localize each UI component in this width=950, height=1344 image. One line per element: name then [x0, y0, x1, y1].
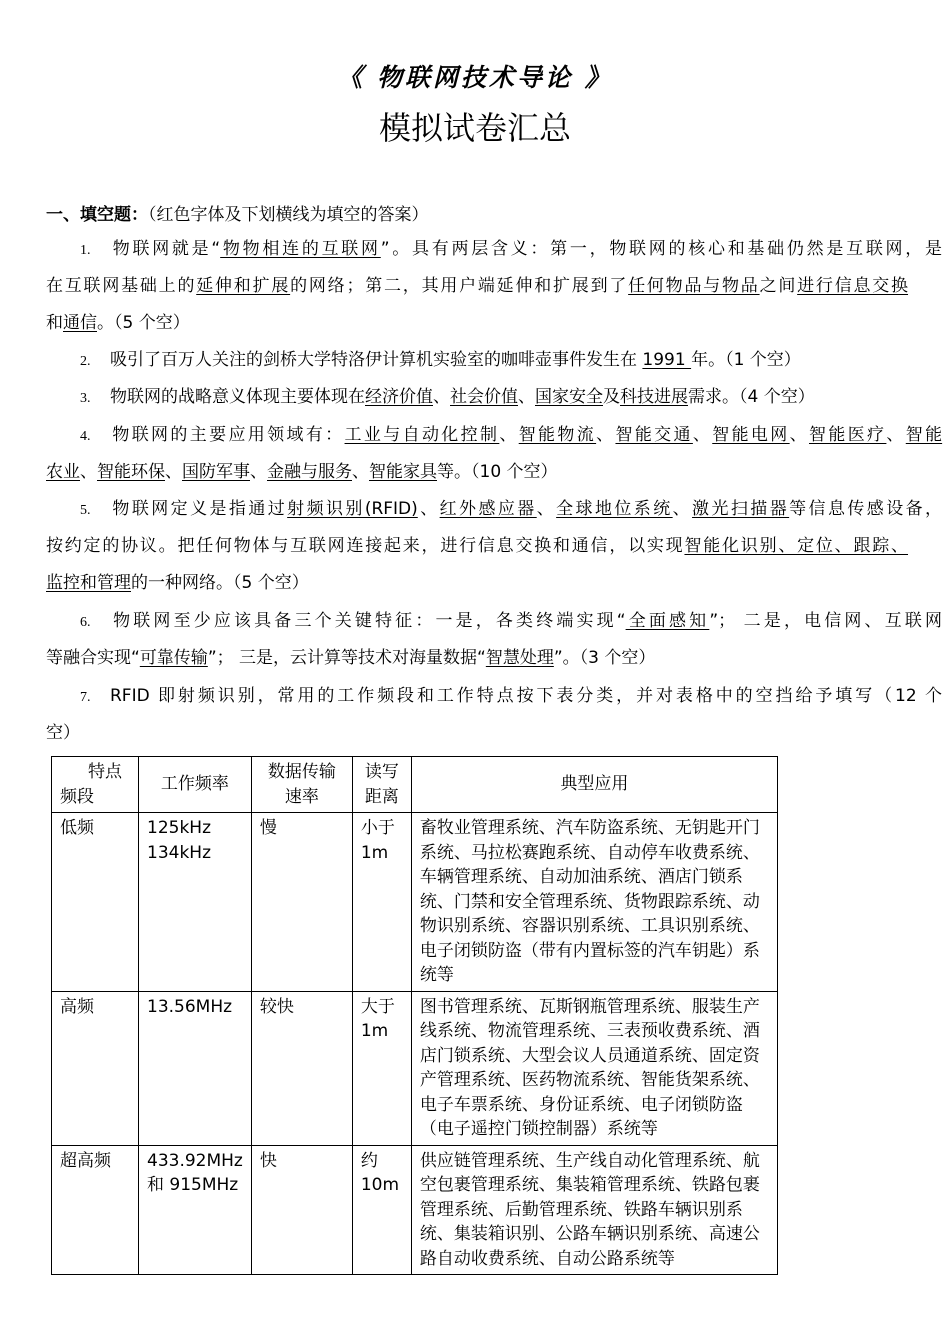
q1-line2: 在互联网基础上的延伸和扩展的网络；第二，其用户端延伸和扩展到了任何物品与物品之间进行信息交换 [46, 276, 909, 296]
answer-blank: 智能家具 [369, 462, 437, 482]
answer-blank: 经济价值 [365, 387, 433, 407]
answer-blank: 物物相连的互联网 [220, 239, 381, 259]
answer-blank: 国防军事 [182, 462, 250, 482]
answer-blank: 社会价值 [450, 387, 518, 407]
answer-blank: 全球地位系统 [556, 499, 673, 519]
answer-blank: 智能 [905, 425, 943, 445]
cell-distance: 约 10m [352, 1145, 411, 1275]
answer-blank: 任何物品与物品 [628, 276, 760, 296]
q1-line1: 1. 物联网就是“物物相连的互联网”。具有两层含义：第一，物联网的核心和基础仍然是互联网，是 [46, 237, 942, 263]
answer-blank: 智能医疗 [809, 425, 887, 445]
answer-blank: 智慧处理 [485, 648, 554, 668]
q3-line1: 3. 物联网的战略意义体现主要体现在经济价值、社会价值、国家安全及科技进展需求。（4 个空） [46, 385, 942, 411]
header-frequency: 工作频率 [139, 757, 252, 813]
table-row [52, 813, 778, 992]
q2-line1: 2. 吸引了百万人关注的剑桥大学特洛伊计算机实验室的咖啡壶事件发生在 1991 年。（1 个空） [46, 348, 942, 374]
q4-line1: 4. 物联网的主要应用领域有：工业与自动化控制、智能物流、智能交通、智能电网、智能医疗、智能 [46, 423, 942, 449]
answer-blank: 红外感应器 [439, 499, 537, 519]
book-title: 《 物联网技术导论 》 [337, 63, 613, 92]
cell-application: 图书管理系统、瓦斯钢瓶管理系统、服装生产线系统、物流管理系统、三表预收费系统、酒店门锁系统、大型会议人员通道系统、固定资产管理系统、医药物流系统、智能货架系统、电子车票系统、身份证系统、电子闭锁防盗（电子遥控门锁控制器）系统等 [411, 991, 777, 1145]
answer-blank: 智能电网 [712, 425, 790, 445]
cell-frequency: 125kHz 134kHz [139, 813, 252, 992]
q5-line2: 按约定的协议。把任何物体与互联网连接起来，进行信息交换和通信，以实现智能化识别、定位、跟踪、 [46, 536, 909, 556]
answer-blank: 可靠传输 [139, 648, 208, 668]
answer-blank: 科技进展 [620, 387, 688, 407]
table-header-row [52, 757, 778, 813]
answer-blank: 通信 [63, 313, 97, 333]
answer-blank: 智能物流 [518, 425, 597, 445]
cell-distance: 小于 1m [352, 813, 411, 992]
q4-line2: 农业、智能环保、国防军事、金融与服务、智能家具等。（10 个空） [46, 462, 558, 482]
section-note: （红色字体及下划横线为填空的答案） [148, 205, 429, 225]
answer-blank: 延伸和扩展 [196, 276, 291, 296]
q1-number: 1. [80, 243, 91, 258]
q5-line3: 监控和管理的一种网络。（5 个空） [46, 573, 309, 593]
q3-number: 3. [80, 391, 91, 406]
page-title: 模拟试卷汇总 [378, 109, 571, 147]
answer-blank: 激光扫描器 [692, 499, 790, 519]
answer-blank: 智能化识别、定位、跟踪、 [684, 536, 909, 556]
q7-line1: 7. RFID 即射频识别，常用的工作频段和工作特点按下表分类，并对表格中的空挡给予填写（12 个 [46, 684, 942, 710]
answer-blank: 1991 [642, 350, 692, 370]
section-label: 一、填空题： [46, 205, 148, 225]
q7-number: 7. [80, 690, 91, 705]
cell-application: 供应链管理系统、生产线自动化管理系统、航空包裹管理系统、集装箱管理系统、铁路包裹管理系统、后勤管理系统、铁路车辆识别系统、集装箱识别、公路车辆识别系统、高速公路自动收费系统、自动公路系统等 [411, 1145, 777, 1275]
cell-application: 畜牧业管理系统、汽车防盗系统、无钥匙开门系统、马拉松赛跑系统、自动停车收费系统、车辆管理系统、自动加油系统、酒店门锁系统、门禁和安全管理系统、货物跟踪系统、动物识别系统、容器识别系统、工具识别系统、电子闭锁防盗（带有内置标签的汽车钥匙）系统等 [411, 813, 777, 992]
cell-band: 超高频 [52, 1145, 139, 1275]
table-row [52, 1145, 778, 1275]
q6-line1: 6. 物联网至少应该具备三个关键特征：一是，各类终端实现“全面感知”； 二是，电信网、互联网 [46, 609, 942, 635]
q1-line3: 和通信。（5 个空） [46, 313, 190, 333]
cell-distance: 大于 1m [352, 991, 411, 1145]
q5-line1: 5. 物联网定义是指通过射频识别(RFID)、红外感应器、全球地位系统、激光扫描器等信息传感设备， [46, 497, 942, 523]
q2-number: 2. [80, 354, 91, 369]
answer-blank: 监控和管理 [46, 573, 131, 593]
answer-blank: 国家安全 [535, 387, 603, 407]
cell-rate: 慢 [251, 813, 352, 992]
cell-rate: 较快 [251, 991, 352, 1145]
answer-blank: 智能交通 [615, 425, 693, 445]
header-rate: 数据传输速率 [251, 757, 352, 813]
section-heading [46, 200, 429, 225]
header-distance: 读写距离 [352, 757, 411, 813]
q7-line2: 空） [46, 723, 80, 743]
answer-blank: 工业与自动化控制 [344, 425, 500, 445]
cell-frequency: 433.92MHz 和 915MHz [139, 1145, 252, 1275]
q6-number: 6. [80, 615, 91, 630]
answer-blank: 智能环保 [97, 462, 165, 482]
answer-blank: 农业 [46, 462, 80, 482]
table-row [52, 991, 778, 1145]
cell-band: 低频 [52, 813, 139, 992]
answer-blank: 金融与服务 [267, 462, 352, 482]
rfid-frequency-table [51, 756, 778, 1275]
answer-blank: 射频识别(RFID) [287, 499, 418, 519]
q5-number: 5. [80, 503, 91, 518]
cell-band: 高频 [52, 991, 139, 1145]
answer-blank: 进行信息交换 [797, 276, 909, 296]
q4-number: 4. [80, 429, 91, 444]
cell-frequency: 13.56MHz [139, 991, 252, 1145]
cell-rate: 快 [251, 1145, 352, 1275]
q6-line2: 等融合实现“可靠传输”； 三是，云计算等技术对海量数据“智慧处理”。（3 个空） [46, 648, 656, 668]
answer-blank: 全面感知 [625, 611, 710, 631]
header-application: 典型应用 [411, 757, 777, 813]
header-band: 特点 频段 [52, 757, 139, 813]
